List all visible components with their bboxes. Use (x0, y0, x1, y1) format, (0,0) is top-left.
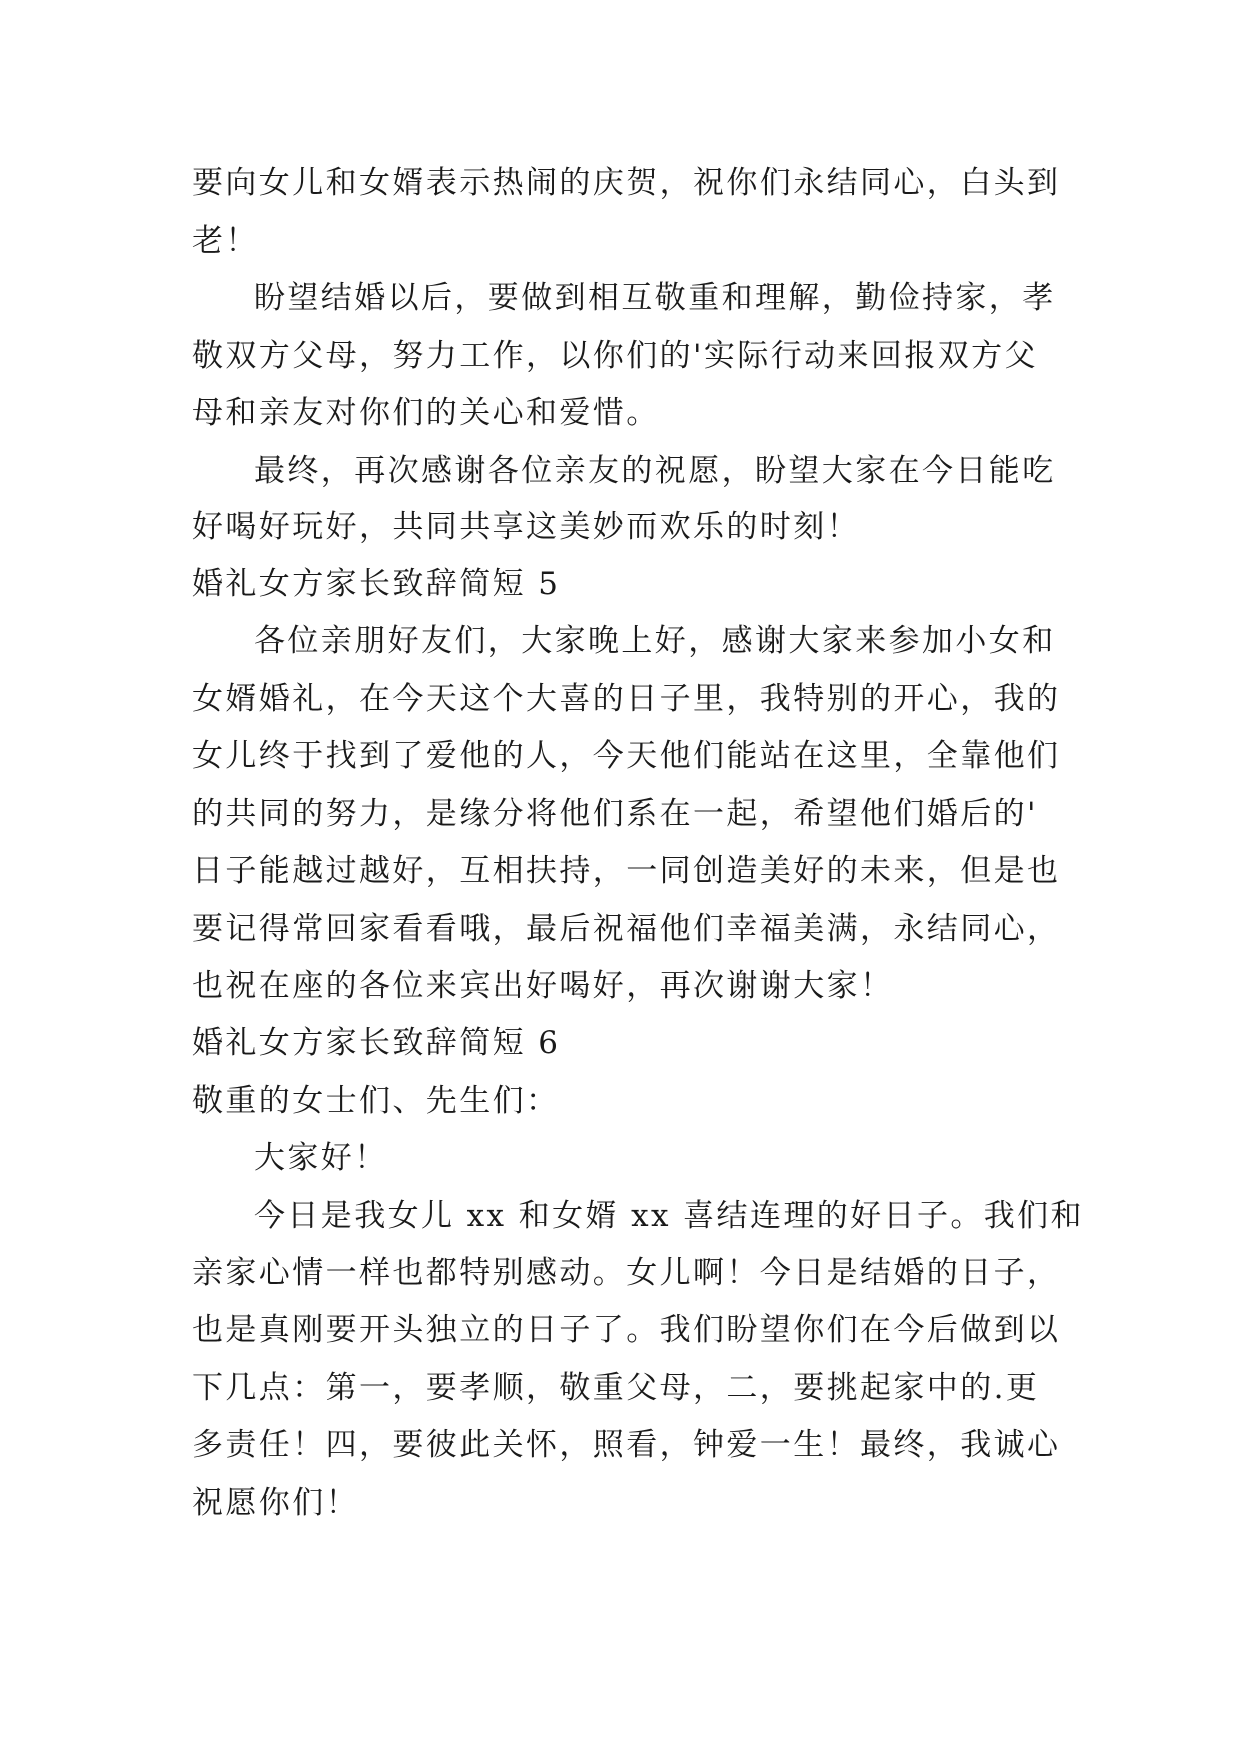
greeting: 大家好！ (254, 1140, 388, 1176)
section-heading: 婚礼女方家长致辞简短 6 (192, 1025, 561, 1061)
paragraph-line: 亲家心情一样也都特别感动。女儿啊！今日是结婚的日子， (192, 1255, 1061, 1291)
paragraph-line: 各位亲朋好友们，大家晚上好，感谢大家来参加小女和 (254, 623, 1056, 659)
paragraph-line: 要向女儿和女婿表示热闹的庆贺，祝你们永结同心，白头到 (192, 165, 1061, 201)
paragraph-line: 也是真刚要开头独立的日子了。我们盼望你们在今后做到以 (192, 1312, 1061, 1348)
paragraph-line: 也祝在座的各位来宾出好喝好，再次谢谢大家！ (192, 968, 894, 1004)
paragraph-line: 祝愿你们！ (192, 1485, 359, 1521)
paragraph-line: 盼望结婚以后，要做到相互敬重和理解，勤俭持家，孝 (254, 280, 1056, 316)
paragraph-line: 女婿婚礼，在今天这个大喜的日子里，我特别的开心，我的 (192, 681, 1061, 717)
paragraph-line: 老！ (192, 223, 259, 259)
paragraph-line: 要记得常回家看看哦，最后祝福他们幸福美满，永结同心， (192, 911, 1061, 947)
paragraph-line: 下几点：第一，要孝顺，敬重父母，二，要挑起家中的.更 (192, 1370, 1040, 1406)
paragraph-line: 最终，再次感谢各位亲友的祝愿，盼望大家在今日能吃 (254, 453, 1056, 489)
paragraph-line: 敬双方父母，努力工作，以你们的'实际行动来回报双方父 (192, 338, 1038, 374)
paragraph-line: 女儿终于找到了爱他的人，今天他们能站在这里，全靠他们 (192, 738, 1061, 774)
paragraph-line: 的共同的努力，是缘分将他们系在一起，希望他们婚后的' (192, 796, 1038, 832)
paragraph-line: 多责任！四，要彼此关怀，照看，钟爱一生！最终，我诚心 (192, 1427, 1061, 1463)
paragraph-line: 好喝好玩好，共同共享这美妙而欢乐的时刻！ (192, 509, 860, 545)
paragraph-line: 母和亲友对你们的关心和爱惜。 (192, 395, 660, 431)
paragraph-line: 日子能越过越好，互相扶持，一同创造美好的未来，但是也 (192, 853, 1061, 889)
section-heading: 婚礼女方家长致辞简短 5 (192, 566, 561, 602)
paragraph-line: 今日是我女儿 xx 和女婿 xx 喜结连理的好日子。我们和 (254, 1198, 1084, 1234)
salutation: 敬重的女士们、先生们： (192, 1083, 560, 1119)
